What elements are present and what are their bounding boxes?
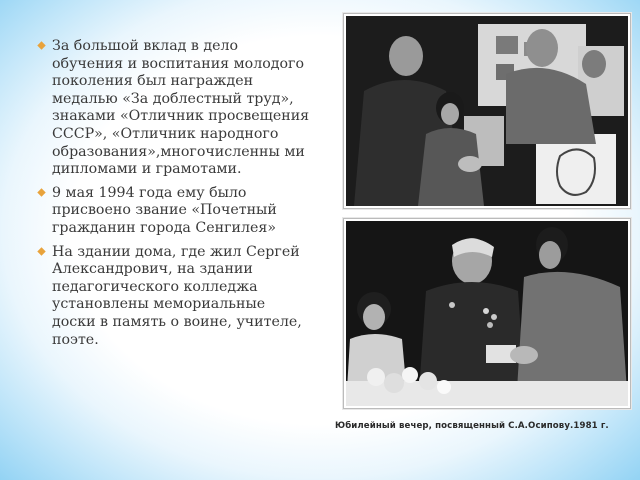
bullet-marker-icon	[37, 41, 45, 49]
bullet-list	[38, 38, 310, 355]
bullet-item	[38, 244, 310, 350]
bullet-item	[38, 38, 310, 179]
photo-award-ceremony	[343, 13, 631, 209]
bullet-marker-icon	[37, 247, 45, 255]
bullet-text: 9 мая 1994 года ему было присвоено звание «Почетный гражданин города Сенгилея»	[52, 184, 277, 236]
bullet-text: За большой вклад в дело обучения и воспитания молодого поколения был награжден медалью «За доблестный труд», знаками «Отличник просвещения СССР», «Отличник народного образования»,многочисленны ми дипломами и грамотами.	[52, 38, 310, 178]
bullet-item	[38, 185, 310, 238]
photo-caption: Юбилейный вечер, посвященный С.А.Осипову.1981 г.	[335, 421, 609, 431]
bullet-marker-icon	[37, 188, 45, 196]
photo-anniversary-evening-image	[346, 221, 628, 406]
photo-anniversary-evening	[343, 218, 631, 409]
photo-award-ceremony-image	[346, 16, 628, 206]
bullet-text: На здании дома, где жил Сергей Александрович, на здании педагогического колледжа установлены мемориальные доски в память о воине, учителе, поэте.	[52, 243, 302, 348]
